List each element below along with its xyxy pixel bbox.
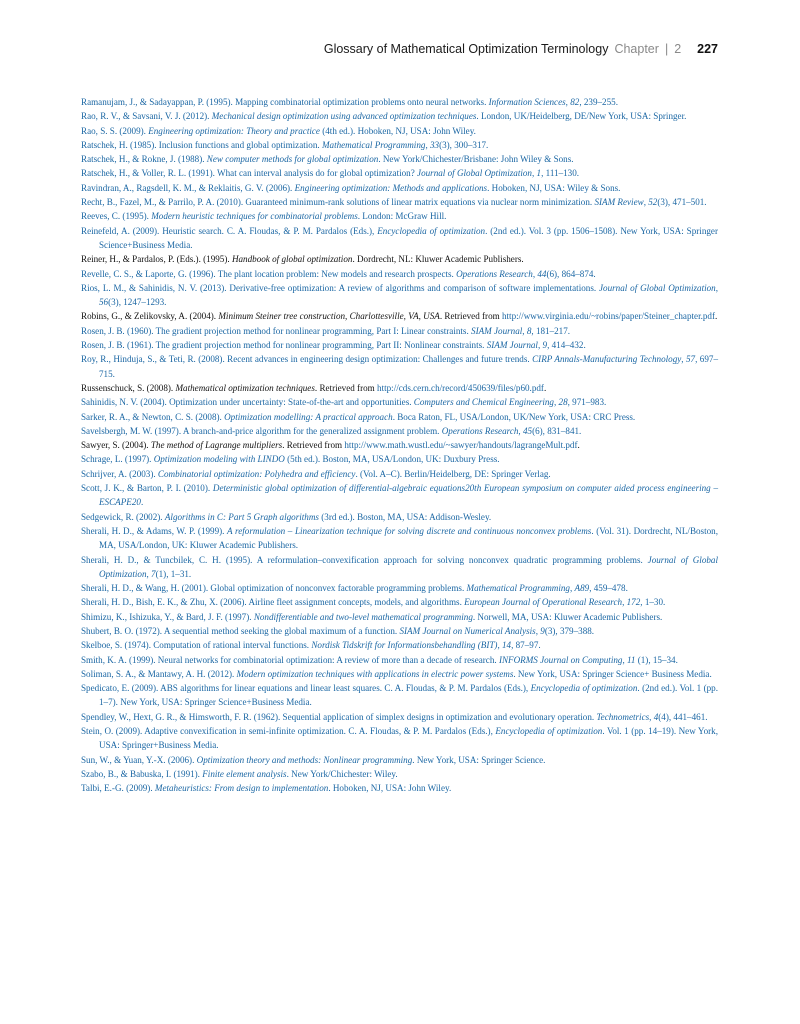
reference-text: , [532, 268, 538, 279]
reference-text: Recht, B., Fazel, M., & Parrilo, P. A. (2010). Guaranteed minimum-rank solutions of linear matrix equations via nuclear norm minimization. [81, 197, 595, 208]
reference-entry [81, 710, 718, 724]
reference-text: Robins, G., & Zelikovsky, A. (2004). [81, 311, 219, 322]
reference-text: Reeves, C. (1995). [81, 211, 152, 222]
reference-url-link[interactable]: http://www.math.wustl.edu/~sawyer/handouts/lagrangeMult.pdf [344, 440, 578, 451]
reference-text: Schrage, L. (1997). [81, 454, 154, 465]
reference-text: Skelboe, S. (1974). Computation of rational interval functions. [81, 640, 312, 651]
reference-italic-text: Metaheuristics: From design to implementation [154, 783, 329, 794]
reference-text: , [518, 425, 523, 436]
reference-text: . New York, USA: Springer Science. [412, 754, 546, 765]
reference-italic-text: 7 [151, 568, 156, 579]
reference-entry [81, 209, 718, 223]
reference-text: Sahinidis, N. V. (2004). Optimization under uncertainty: State-of-the-art and opportunities. [81, 397, 414, 408]
reference-italic-text: Computers and Chemical Engineering [413, 397, 554, 408]
reference-entry [81, 195, 718, 209]
reference-italic-text: Journal of Global Optimization [99, 554, 719, 579]
reference-text: Sherali, H. D., Bish, E. K., & Zhu, X. (2006). Airline fleet assignment concepts, models, and algorithms. [81, 597, 465, 608]
reference-italic-text: Handbook of global optimization [231, 254, 353, 265]
reference-entry [81, 681, 718, 710]
reference-text: . Norwell, MA, USA: Kluwer Academic Publishers. [472, 611, 663, 622]
reference-text: Sawyer, S. (2004). [81, 440, 151, 451]
reference-text: . Dordrecht, NL: Kluwer Academic Publishers. [352, 254, 524, 265]
reference-italic-text: A89 [574, 583, 590, 594]
reference-italic-text: A reformulation – Linearization technique for solving discrete and continuous nonconvex problems [227, 525, 592, 536]
reference-entry [81, 152, 718, 166]
reference-italic-text: 28 [558, 397, 568, 408]
reference-text: Sarker, R. A., & Newton, C. S. (2008). [81, 411, 225, 422]
reference-italic-text: Mathematical optimization techniques [175, 382, 315, 393]
page-number: 227 [697, 42, 718, 56]
reference-text: , 181–217. [531, 325, 571, 336]
reference-text: Spedicato, E. (2009). ABS algorithms for linear equations and linear least squares. C. A. Floudas, & P. M. Pardalos (Eds.), [81, 683, 531, 694]
reference-text: (3), 471–501. [657, 197, 707, 208]
reference-text: Sherali, H. D., & Adams, W. P. (1999). [81, 525, 228, 536]
reference-text: Scott, J. K., & Barton, P. I. (2010). [81, 483, 213, 494]
reference-text: , 1–30. [640, 597, 666, 608]
reference-entry [81, 166, 718, 180]
reference-entry [81, 438, 718, 452]
reference-text: , 971–983. [567, 397, 607, 408]
reference-text: (3), 379–388. [544, 625, 595, 636]
reference-text: (3), 300–317. [439, 139, 489, 150]
reference-italic-text: 57 [686, 354, 696, 365]
reference-text: Sherali, H. D., & Wang, H. (2001). Global optimization of nonconvex factorable programming problems. [81, 583, 467, 594]
reference-italic-text: Optimization modeling with LINDO [153, 454, 285, 465]
reference-entry [81, 767, 718, 781]
reference-entry [81, 395, 718, 409]
reference-text: Talbi, E.-G. (2009). [81, 783, 155, 794]
reference-text: , [531, 168, 537, 179]
reference-entry [81, 381, 718, 395]
reference-italic-text: 1 [536, 168, 542, 179]
reference-text: , [622, 597, 627, 608]
reference-entry [81, 424, 718, 438]
reference-text: . (2nd ed.). Vol. 1 (pp. 1–7). New York, USA: Springer Science+Business Media. [99, 683, 718, 708]
reference-list [81, 95, 718, 796]
reference-text: (5th ed.). Boston, MA, USA/London, UK: Duxbury Press. [284, 454, 500, 465]
reference-text: (3), 1247–1293. [108, 297, 167, 308]
reference-text: , [522, 325, 527, 336]
reference-text: Soliman, S. A., & Mantawy, A. H. (2012). [81, 668, 237, 679]
chapter-label: Chapter [614, 42, 659, 56]
reference-text: Rosen, J. B. (1961). The gradient projection method for nonlinear programming, Part II: Nonlinear constraints. [81, 340, 487, 351]
reference-entry [81, 252, 718, 266]
reference-text: Sedgewick, R. (2002). [81, 511, 165, 522]
reference-italic-text: 52 [648, 197, 658, 208]
running-title: Glossary of Mathematical Optimization Terminology [323, 42, 609, 56]
reference-italic-text: Modern optimization techniques with applications in electric power systems [236, 668, 514, 679]
reference-italic-text: Finite element analysis [202, 768, 287, 779]
reference-text: , [715, 282, 719, 293]
reference-entry [81, 452, 718, 466]
reference-text: Russenschuck, S. (2008). [81, 382, 176, 393]
reference-text: . Retrieved from [439, 311, 502, 322]
reference-italic-text: Encyclopedia of optimization [530, 683, 638, 694]
reference-text: , [553, 397, 559, 408]
reference-italic-text: 56 [99, 297, 109, 308]
reference-text: . Hoboken, NJ, USA: Wiley & Sons. [487, 182, 621, 193]
reference-text: Stein, O. (2009). Adaptive convexification in semi-infinite optimization. C. A. Floudas, & P. M. Pardalos (Eds.), [81, 726, 496, 737]
reference-italic-text: Optimization theory and methods: Nonlinear programming [196, 754, 413, 765]
reference-italic-text: Encyclopedia of optimization [377, 225, 486, 236]
reference-text: , [146, 568, 152, 579]
reference-italic-text: Mathematical Programming [466, 583, 570, 594]
reference-italic-text: New computer methods for global optimization [206, 154, 379, 165]
reference-italic-text: Nondifferentiable and two-level mathematical programming [253, 611, 473, 622]
reference-entry [81, 553, 718, 582]
reference-text: , [565, 97, 571, 107]
reference-text: . [543, 382, 547, 393]
reference-text: . Vol. 1 (pp. 14–19). New York, USA: Springer+Business Media. [99, 726, 718, 751]
reference-text: Shimizu, K., Ishizuka, Y., & Bard, J. F. (1997). [81, 611, 254, 622]
reference-entry [81, 781, 718, 795]
reference-text: Roy, R., Hinduja, S., & Teti, R. (2008). Recent advances in engineering design optimization: Challenges and future trends. [81, 354, 533, 365]
reference-text: (6), 831–841. [532, 425, 582, 436]
reference-text: , 697–715. [99, 354, 718, 379]
reference-entry [81, 481, 718, 510]
reference-entry [81, 109, 718, 123]
reference-entry [81, 324, 718, 338]
reference-text: Rosen, J. B. (1960). The gradient projection method for nonlinear programming, Part I: Linear constraints. [81, 325, 472, 336]
reference-entry [81, 138, 718, 152]
reference-entry [81, 581, 718, 595]
reference-text: , 414–432. [547, 340, 586, 351]
reference-text: Szabo, B., & Babuska, I. (1991). [81, 768, 203, 779]
reference-text: . Hoboken, NJ, USA: John Wiley. [328, 783, 452, 794]
reference-text: Sun, W., & Yuan, Y.-X. (2006). [81, 754, 197, 765]
reference-text: , 111–130. [541, 168, 580, 179]
reference-text: Ramanujam, J., & Sadayappan, P. (1995). Mapping combinatorial optimization problems onto neural networks. [81, 97, 489, 107]
reference-italic-text: Algorithms in C: Part 5 Graph algorithms [164, 511, 319, 522]
reference-text: . Boca Raton, FL, USA/London, UK/New York, USA: CRC Press. [392, 411, 636, 422]
reference-entry [81, 724, 718, 753]
reference-italic-text: European Journal of Operational Research [464, 597, 623, 608]
reference-text: Smith, K. A. (1999). Neural networks for combinatorial optimization: A review of more than a decade of research. [81, 654, 499, 665]
reference-text: , [535, 625, 541, 636]
reference-text: . London, UK/Heidelberg, DE/New York, USA: Springer. [476, 111, 687, 122]
reference-entry [81, 267, 718, 281]
reference-entry [81, 638, 718, 652]
reference-entry [81, 352, 718, 381]
reference-text: , [681, 354, 686, 365]
reference-entry [81, 610, 718, 624]
reference-text: , [643, 197, 649, 208]
reference-italic-text: Information Sciences [488, 97, 566, 107]
reference-text: . New York, USA: Springer Science+ Business Media. [513, 668, 712, 679]
reference-italic-text: 172 [626, 597, 641, 608]
reference-entry [81, 624, 718, 638]
reference-italic-text: CIRP Annals-Manufacturing Technology [532, 354, 682, 365]
reference-text: (6), 864–874. [546, 268, 596, 279]
reference-entry [81, 510, 718, 524]
reference-italic-text: SIAM Journal on Numerical Analysis [399, 625, 536, 636]
reference-text: Savelsbergh, M. W. (1997). A branch-and-price algorithm for the generalized assignment problem. [81, 425, 442, 436]
reference-italic-text: Deterministic global optimization of differential-algebraic equations20th European symposium on computer aided process engineering – ESCAPE20 [99, 483, 718, 508]
reference-url-link[interactable]: http://cds.cern.ch/record/450639/files/p60.pdf [377, 382, 544, 393]
reference-text: . Retrieved from [282, 440, 345, 451]
reference-text: . New York/Chichester: Wiley. [286, 768, 398, 779]
reference-text: , [569, 583, 575, 594]
reference-entry [81, 653, 718, 667]
reference-italic-text: SIAM Journal [486, 340, 538, 351]
reference-italic-text: 14 [501, 640, 512, 651]
reference-text: . (2nd ed.). Vol. 3 (pp. 1506–1508). New York, USA: Springer Science+Business Media. [99, 225, 718, 250]
running-header [324, 42, 718, 56]
reference-entry [81, 338, 718, 352]
reference-italic-text: Journal of Global Optimization [417, 168, 532, 179]
reference-entry [81, 595, 718, 609]
reference-text: . (Vol. 31). Dordrecht, NL/Boston, MA, USA/London, UK: Kluwer Academic Publishers. [99, 525, 718, 551]
reference-text: Ratschek, H., & Voller, R. L. (1991). What can interval analysis do for global optimization? [81, 168, 418, 179]
reference-entry [81, 410, 718, 424]
reference-text: Sherali, H. D., & Tuncbilek, C. H. (1995). A reformulation–convexification approach for solving nonconvex quadratic programming problems. [81, 554, 648, 565]
reference-italic-text: 4 [653, 711, 659, 722]
reference-italic-text: Combinatorial optimization: Polyhedra and efficiency [157, 468, 356, 479]
header-separator: | [664, 42, 669, 56]
reference-italic-text: Nordisk Tidskrift for Informationsbehandling (BIT) [311, 640, 498, 651]
reference-entry [81, 667, 718, 681]
reference-italic-text: 9 [540, 625, 545, 636]
reference-text: , 87–97. [511, 640, 541, 651]
reference-text: (4th ed.). Hoboken, NJ, USA: John Wiley. [319, 125, 476, 136]
reference-italic-text: 33 [429, 139, 440, 150]
reference-text: (4), 441–461. [658, 711, 708, 722]
reference-italic-text: Engineering optimization: Methods and applications [294, 182, 488, 193]
reference-text: Rao, R. V., & Savsani, V. J. (2012). [81, 111, 212, 122]
reference-url-link[interactable]: http://www.virginia.edu/~robins/paper/Steiner_chapter.pdf [501, 311, 715, 322]
reference-text: Reiner, H., & Pardalos, P. (Eds.). (1995). [81, 254, 232, 265]
reference-italic-text: Mechanical design optimization using advanced optimization techniques [211, 111, 477, 122]
reference-entry [81, 467, 718, 481]
reference-text: , [622, 654, 628, 665]
reference-text: Ratschek, H., & Rokne, J. (1988). [81, 154, 207, 165]
reference-text: (1), 1–31. [155, 568, 192, 579]
reference-text: Rao, S. S. (2009). [81, 125, 149, 136]
chapter-number: 2 [674, 42, 682, 56]
reference-entry [81, 753, 718, 767]
reference-italic-text: 9 [542, 340, 548, 351]
reference-text: Schrijver, A. (2003). [81, 468, 158, 479]
reference-italic-text: 82 [570, 97, 580, 107]
reference-text: . (Vol. A–C). Berlin/Heidelberg, DE: Springer Verlag. [355, 468, 551, 479]
reference-italic-text: SIAM Journal [471, 325, 523, 336]
reference-italic-text: Mathematical Programming [321, 139, 426, 150]
reference-text: Rios, L. M., & Sahinidis, N. V. (2013). Derivative-free optimization: A review of algorithms and comparison of software implementations. [81, 282, 600, 293]
reference-italic-text: Operations Research [456, 268, 533, 279]
reference-italic-text: Technometrics [596, 711, 650, 722]
reference-text: Spendley, W., Hext, G. R., & Himsworth, F. R. (1962). Sequential application of simplex designs in optimization and evolutionary operation. [81, 711, 597, 722]
reference-italic-text: Operations Research [441, 425, 519, 436]
reference-text: Shubert, B. O. (1972). A sequential method seeking the global maximum of a function. [81, 625, 400, 636]
reference-text: (1), 15–34. [635, 654, 678, 665]
reference-entry [81, 281, 718, 310]
reference-text: (3rd ed.). Boston, MA, USA: Addison-Wesley. [318, 511, 492, 522]
reference-entry [81, 95, 718, 109]
reference-text: . London: McGraw Hill. [357, 211, 447, 222]
reference-entry [81, 124, 718, 138]
reference-text: . [715, 311, 718, 322]
reference-italic-text: 11 [627, 654, 636, 665]
reference-entry [81, 309, 718, 323]
reference-text: Revelle, C. S., & Laporte, G. (1996). The plant location problem: New models and research prospects. [81, 268, 457, 279]
reference-text: , 459–478. [589, 583, 628, 594]
reference-text: . [577, 440, 580, 451]
reference-text: , [649, 711, 654, 722]
reference-italic-text: The method of Lagrange multipliers [150, 440, 283, 451]
reference-italic-text: Journal of Global Optimization [599, 282, 716, 293]
reference-italic-text: Modern heuristic techniques for combinatorial problems [151, 211, 358, 222]
reference-italic-text: 44 [537, 268, 547, 279]
reference-italic-text: 8 [526, 325, 532, 336]
reference-text: , [497, 640, 502, 651]
reference-text: , 239–255. [579, 97, 618, 107]
reference-italic-text: Encyclopedia of optimization [495, 726, 603, 737]
reference-entry [81, 224, 718, 253]
reference-italic-text: Minimum Steiner tree construction, Charlottesville, VA, USA [218, 311, 440, 322]
reference-entry [81, 524, 718, 553]
reference-text: Ravindran, A., Ragsdell, K. M., & Reklaitis, G. V. (2006). [81, 182, 295, 193]
reference-text: , [425, 139, 430, 150]
reference-italic-text: SIAM Review [594, 197, 644, 208]
reference-italic-text: INFORMS Journal on Computing [498, 654, 623, 665]
reference-text: Reinefeld, A. (2009). Heuristic search. C. A. Floudas, & P. M. Pardalos (Eds.), [81, 225, 378, 236]
reference-text: Ratschek, H. (1985). Inclusion functions and global optimization. [81, 139, 322, 150]
reference-italic-text: 45 [522, 425, 533, 436]
reference-text: . Retrieved from [314, 382, 378, 393]
reference-entry [81, 181, 718, 195]
reference-text: . [140, 497, 144, 508]
reference-italic-text: Engineering optimization: Theory and practice [148, 125, 320, 136]
reference-italic-text: Optimization modelling: A practical approach [224, 411, 393, 422]
reference-text: . New York/Chichester/Brisbane: John Wiley & Sons. [378, 154, 574, 165]
reference-text: , [537, 340, 543, 351]
